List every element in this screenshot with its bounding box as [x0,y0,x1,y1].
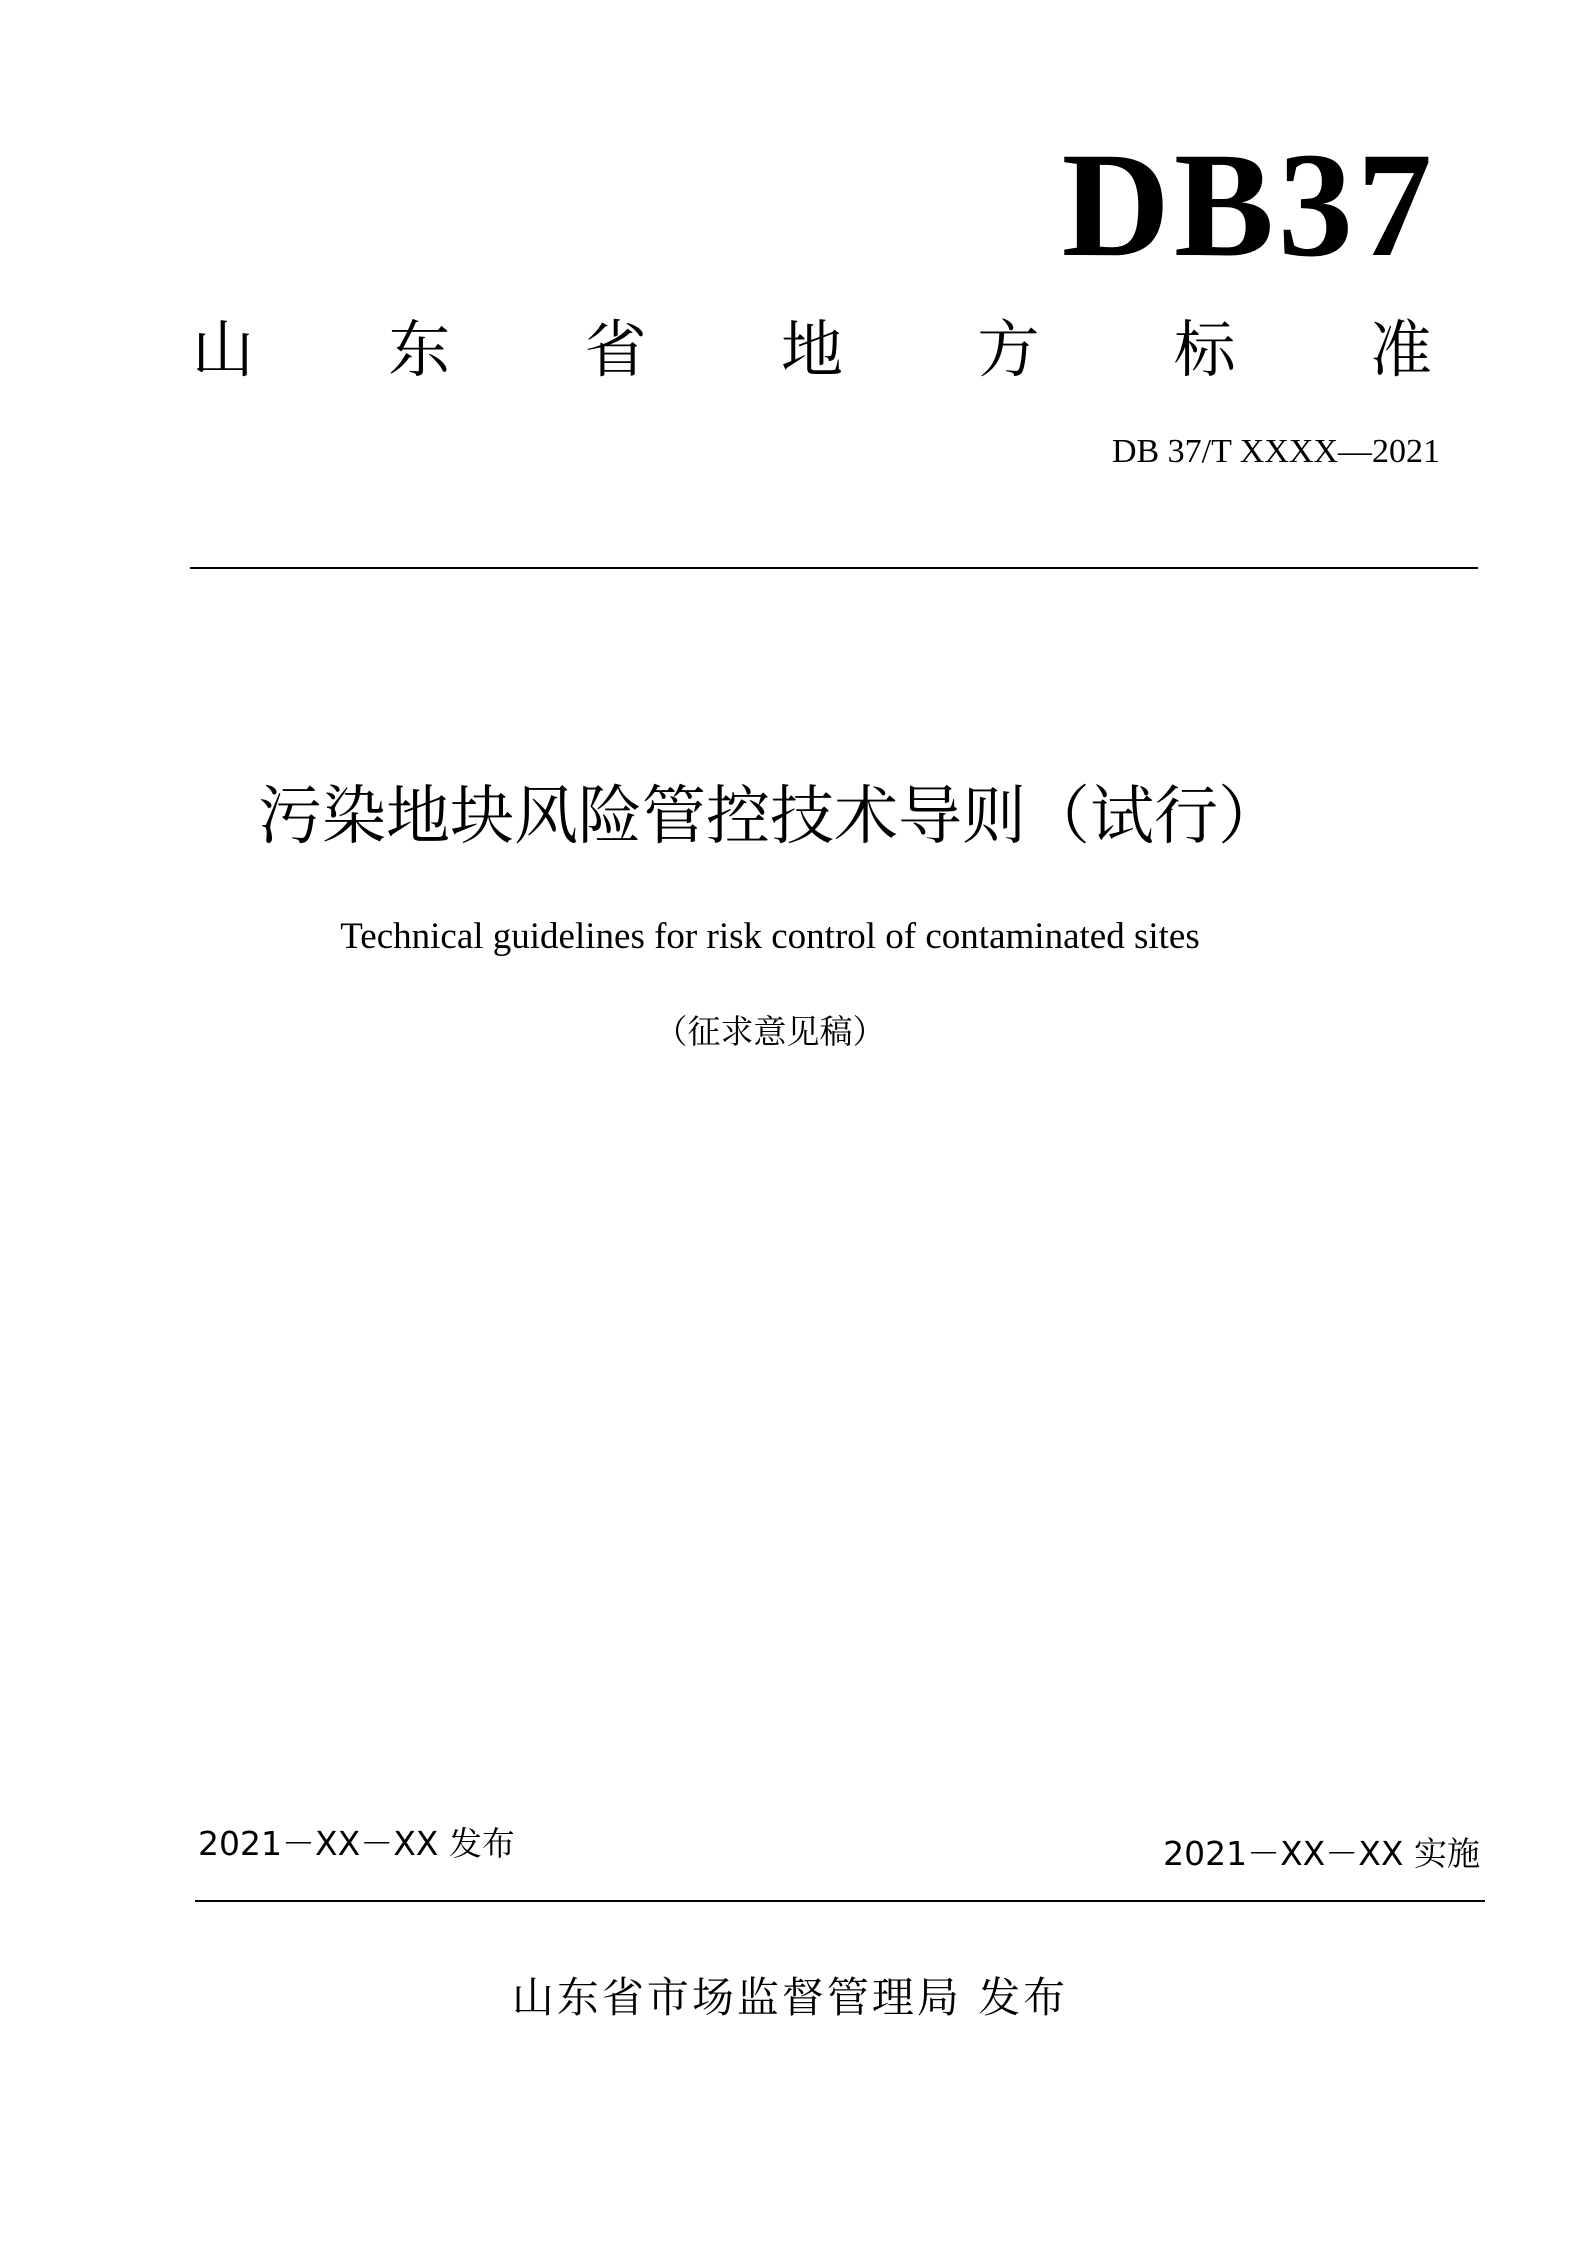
standard-type-char: 山 [192,313,255,386]
footer-divider [195,1900,1485,1902]
standard-code: DB37 [1061,122,1436,288]
issue-date: 2021－XX－XX 发布 [198,1824,515,1863]
document-title: 污染地块风险管控技术导则（试行） [258,780,1282,854]
implementation-date: 2021－XX－XX 实施 [1163,1834,1480,1873]
publisher: 山东省市场监督管理局 发布 [511,1973,1069,2022]
standard-type-char: 准 [1369,313,1432,386]
document-title-english: Technical guidelines for risk control of contaminated sites [340,916,1200,957]
standard-type-char: 地 [780,313,843,386]
standard-type-heading [192,310,1432,390]
standard-type-char: 标 [1173,313,1236,386]
standard-type-char: 方 [977,313,1040,386]
header-divider [190,567,1478,569]
standard-number: DB 37/T XXXX—2021 [1111,433,1440,470]
draft-status: （征求意见稿） [654,1012,886,1051]
standard-type-char: 省 [584,313,647,386]
standard-type-char: 东 [388,313,451,386]
